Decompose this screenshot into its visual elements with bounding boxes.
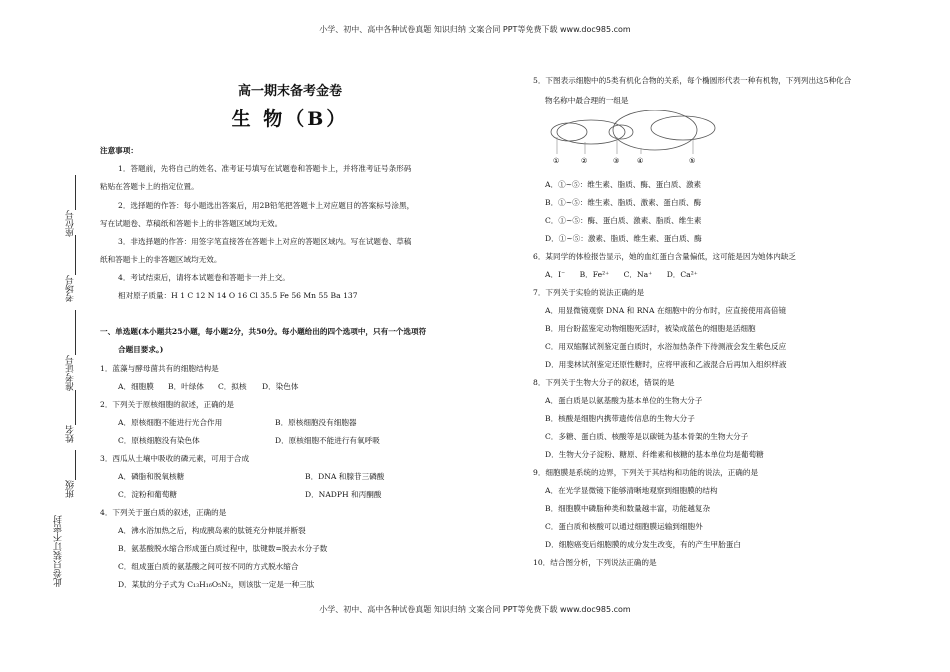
name-line: [75, 390, 76, 425]
note-3b: 纸和答题卡上的非答题区域均无效。: [100, 255, 222, 264]
q7-stem: 7．下列关于实验的说法正确的是: [533, 288, 645, 297]
q1-option-c: C．拟核: [218, 382, 247, 391]
note-2b: 写在试题卷、草稿纸和答题卡上的非答题区域均无效。: [100, 219, 283, 228]
q7-option-a: A．用显微镜观察 DNA 和 RNA 在细胞中的分布时，应直接使用高倍镜: [545, 306, 787, 315]
note-1a: 1．答题前，先将自己的姓名、准考证号填写在试题卷和答题卡上，并将准考证号条形码: [118, 164, 412, 173]
seat-line: [75, 175, 76, 210]
seal-note: 此卷只装订不密封: [54, 515, 64, 587]
q6-options: A．I⁻ B．Fe²⁺ C．Na⁺ D．Ca²⁺: [545, 270, 698, 279]
diagram-label-5: ⑤: [689, 157, 696, 165]
q1-option-a: A．细胞膜: [118, 382, 154, 391]
q3-option-a: A．磷脂和脱氧核糖: [118, 472, 185, 481]
notes-heading: 注意事项：: [100, 146, 138, 155]
note-3a: 3．非选择题的作答：用签字笔直接答在答题卡上对应的答题区域内。写在试题卷、草稿: [118, 237, 412, 246]
q8-option-d: D．生物大分子淀粉、糖原、纤维素和核糖的基本单位均是葡萄糖: [545, 450, 764, 459]
q5-stem-2: 物名称中最合理的一组是: [545, 96, 629, 105]
q3-stem: 3．西瓜从土壤中吸收的磷元素，可用于合成: [100, 454, 250, 463]
diagram-label-3: ③: [613, 157, 620, 165]
q5-stem-1: 5．下图表示细胞中的5类有机化合物的关系，每个椭圆形代表一种有机物，下列列出这5种化合: [533, 76, 852, 85]
q7-option-b: B．用台盼蓝鉴定动物细胞死活时，被染成蓝色的细胞是活细胞: [545, 324, 756, 333]
q6-stem: 6．某同学的体检报告显示，她的血红蛋白含量偏低，这可能是因为她体内缺乏: [533, 252, 797, 261]
section-1-heading-b: 合题目要求。): [118, 345, 164, 354]
atomic-masses: 相对原子质量：H 1 C 12 N 14 O 16 Cl 35.5 Fe 56 Mn 55 Ba 137: [118, 291, 358, 300]
q2-stem: 2．下列关于原核细胞的叙述，正确的是: [100, 400, 234, 409]
q4-option-b: B．氨基酸脱水缩合形成蛋白质过程中，肽键数=脱去水分子数: [118, 544, 328, 553]
admission-line: [75, 310, 76, 355]
seat-label: 座位号: [66, 210, 76, 237]
q4-stem: 4．下列关于蛋白质的叙述，正确的是: [100, 508, 227, 517]
exam-room-line: [75, 235, 76, 275]
note-4: 4．考试结束后，请将本试题卷和答题卡一并上交。: [118, 273, 290, 282]
q9-option-c: C．蛋白质和核酸可以通过细胞膜运输到细胞外: [545, 522, 703, 531]
q7-option-d: D．用斐林试剂鉴定还原性糖时，应将甲液和乙液混合后再加入组织样液: [545, 360, 787, 369]
q3-option-b: B．DNA 和腺苷三磷酸: [305, 472, 385, 481]
q1-option-b: B．叶绿体: [168, 382, 204, 391]
left-column: [100, 142, 480, 592]
q1-stem: 1．蓝藻与酵母菌共有的细胞结构是: [100, 364, 219, 373]
q8-option-a: A．蛋白质是以氨基酸为基本单位的生物大分子: [545, 396, 703, 405]
q5-ellipse-diagram: [543, 110, 723, 170]
section-1-heading-a: 一、单选题(本小题共25小题，每小题2分，共50分。每小题给出的四个选项中，只有一个选项符: [100, 327, 427, 336]
q5-option-d: D．①~⑤：激素、脂质、维生素、蛋白质、酶: [545, 234, 702, 243]
q8-option-c: C．多糖、蛋白质、核酸等是以碳链为基本骨架的生物大分子: [545, 432, 749, 441]
ellipse-1: [551, 123, 587, 141]
q2-option-a: A．原核细胞不能进行光合作用: [118, 418, 223, 427]
q2-option-c: C．原核细胞没有染色体: [118, 436, 200, 445]
q9-option-d: D．细胞癌变后细胞膜的成分发生改变，有的产生甲胎蛋白: [545, 540, 741, 549]
q4-option-d: D．某肽的分子式为 C₁₃H₁₆O₅N₂，则该肽一定是一种三肽: [118, 580, 315, 589]
q3-option-d: D．NADPH 和丙酮酸: [305, 490, 382, 499]
q9-option-b: B．细胞膜中磷脂种类和数量越丰富，功能越复杂: [545, 504, 711, 513]
q2-option-d: D．原核细胞不能进行有氧呼吸: [275, 436, 380, 445]
q5-option-a: A．①~⑤：维生素、脂质、酶、蛋白质、激素: [545, 180, 702, 189]
q9-stem: 9．细胞膜是系统的边界，下列关于其结构和功能的说法，正确的是: [533, 468, 759, 477]
admission-label: 准考证号: [66, 355, 76, 391]
diagram-label-1: ①: [553, 157, 560, 165]
exam-title: 高一期末备考金卷: [237, 84, 342, 99]
q8-stem: 8．下列关于生物大分子的叙述，错误的是: [533, 378, 675, 387]
exam-room-label: 考场号: [66, 275, 76, 302]
footer-watermark: 小学、初中、高中各种试卷真题 知识归纳 文案合同 PPT等免费下载 www.doc985.com: [319, 605, 631, 614]
q10-stem: 10．结合图分析，下列说法正确的是: [533, 558, 657, 567]
diagram-label-2: ②: [581, 157, 588, 165]
q1-option-d: D．染色体: [262, 382, 299, 391]
right-column: [533, 72, 903, 592]
ellipse-5: [651, 116, 715, 140]
note-2a: 2．选择题的作答：每小题选出答案后，用2B铅笔把答题卡上对应题目的答案标号涂黑，: [118, 201, 415, 210]
q5-option-c: C．①~⑤：酶、蛋白质、激素、脂质、维生素: [545, 216, 702, 225]
name-label: 姓名: [66, 425, 76, 443]
q2-option-b: B．原核细胞没有细胞器: [275, 418, 357, 427]
q9-option-a: A．在光学显微镜下能够清晰地观察到细胞膜的结构: [545, 486, 718, 495]
header-watermark: 小学、初中、高中各种试卷真题 知识归纳 文案合同 PPT等免费下载 www.doc985.com: [319, 25, 631, 34]
exam-subtitle: 生 物（B）: [231, 108, 349, 130]
q7-option-c: C．用双缩脲试剂鉴定蛋白质时，水浴加热条件下待测液会发生紫色反应: [545, 342, 787, 351]
q5-option-b: B．①~⑤：维生素、脂质、激素、蛋白质、酶: [545, 198, 702, 207]
q4-option-a: A．沸水浴加热之后，构成胰岛素的肽链充分伸展并断裂: [118, 526, 306, 535]
binding-strip: [50, 170, 90, 620]
class-label: 班级: [66, 480, 76, 498]
note-1b: 粘贴在答题卡上的指定位置。: [100, 182, 199, 191]
ellipse-3: [609, 125, 633, 139]
q3-option-c: C．淀粉和葡萄糖: [118, 490, 177, 499]
diagram-label-4: ④: [637, 157, 644, 165]
q8-option-b: B．核酸是细胞内携带遗传信息的生物大分子: [545, 414, 695, 423]
q4-option-c: C．组成蛋白质的氨基酸之间可按不同的方式脱水缩合: [118, 562, 299, 571]
class-line: [75, 450, 76, 480]
